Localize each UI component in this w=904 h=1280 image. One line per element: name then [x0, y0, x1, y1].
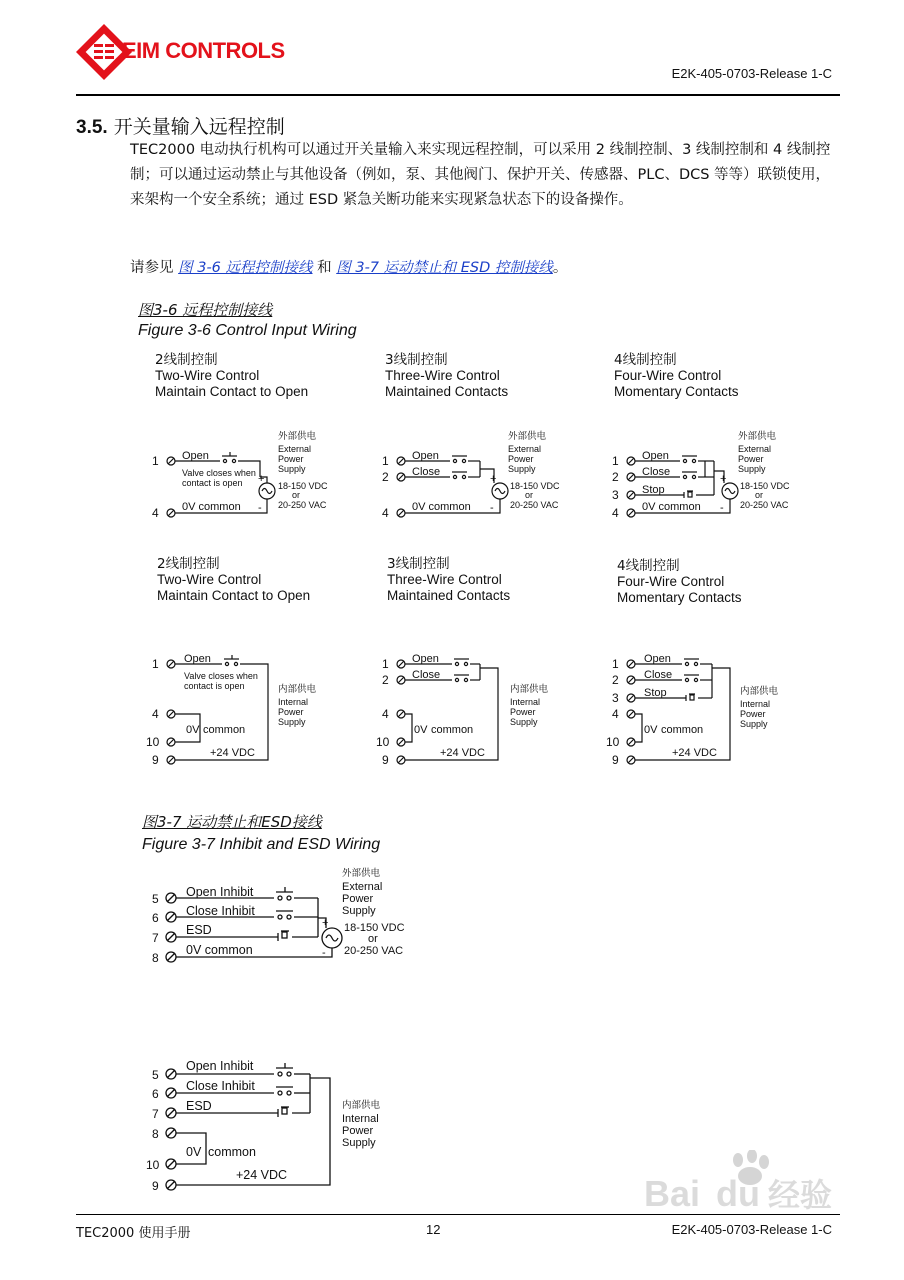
diagram-4wire-external: [610, 425, 820, 525]
voltage-dc: 18-150 VDC: [344, 922, 405, 934]
terminal-9: 9: [152, 753, 159, 767]
terminal-10: 10: [146, 1158, 160, 1172]
terminal-2: 2: [612, 470, 619, 484]
plus-sign: +: [490, 473, 497, 485]
title-en-1: Two-Wire Control: [155, 368, 260, 383]
int-power-3: Supply: [342, 1137, 376, 1149]
zero-v-label: 0V: [186, 724, 200, 736]
title-en-1: Four-Wire Control: [617, 574, 725, 589]
stop-label: Stop: [642, 484, 665, 496]
close-label: Close: [644, 669, 673, 681]
common-label: common: [208, 1145, 256, 1159]
title-en-2: Maintained Contacts: [387, 588, 511, 603]
open-label: Open: [644, 653, 671, 665]
int-power-2: Power: [342, 1125, 374, 1137]
diagram-4wire-internal: [606, 648, 820, 768]
esd-label: ESD: [186, 923, 212, 937]
ext-power-2: Power: [342, 893, 374, 905]
ext-power-3: Supply: [508, 464, 536, 474]
diagram-title-3wire-ext: [385, 352, 508, 400]
title-en-2: Maintain Contact to Open: [155, 384, 309, 399]
close-label: Close: [412, 466, 441, 478]
title-en-2: Maintain Contact to Open: [157, 588, 311, 603]
title-cn: 3线制控制: [387, 556, 450, 572]
plus24-label: +24 VDC: [210, 747, 255, 759]
voltage-dc: 18-150 VDC: [740, 481, 790, 491]
zero-v-common-label: 0V common: [642, 501, 701, 513]
plus-sign: +: [258, 473, 265, 485]
close-label: Close: [412, 669, 441, 681]
esd-label: ESD: [186, 1099, 212, 1113]
terminal-4: 4: [152, 707, 159, 721]
int-power-3: Supply: [740, 719, 768, 729]
terminal-1: 1: [382, 657, 389, 671]
int-power-2: Power: [510, 707, 536, 717]
figure-3-7-caption-en: Figure 3-7 Inhibit and ESD Wiring: [142, 836, 381, 853]
section-title-text: 开关量输入远程控制: [113, 116, 285, 138]
terminal-9: 9: [152, 1179, 159, 1193]
title-en-1: Two-Wire Control: [157, 572, 262, 587]
zero-v-label: 0V: [644, 724, 658, 736]
footer-divider: [76, 1214, 840, 1215]
figure-3-6-caption-en: Figure 3-6 Control Input Wiring: [138, 322, 357, 339]
title-cn: 3线制控制: [385, 352, 448, 368]
ext-power-cn: 外部供电: [342, 868, 381, 879]
minus-sign: -: [720, 502, 724, 514]
terminal-6: 6: [152, 911, 159, 925]
intro-paragraph: TEC2000 电动执行机构可以通过开关量输入来实现远程控制，可以采用 2 线制控制、3 线制控制和 4 线制控制；可以通过运动禁止与其他设备（例如，泵、其他阀门、保护开关、传感器、PLC、DCS 等等）联锁使用，来架构一个安全系统；通过 ESD 紧急关断功能来实现紧急状态下的设备操作。: [130, 142, 831, 208]
terminal-5: 5: [152, 1068, 159, 1082]
ext-power-2: Power: [508, 454, 534, 464]
terminal-2: 2: [382, 470, 389, 484]
common-label: common: [661, 724, 704, 736]
diagram-title-2wire-ext: [155, 352, 308, 400]
watermark-text-3: 经验: [768, 1176, 833, 1214]
zero-v-common-label: 0V common: [412, 501, 471, 513]
ext-power-cn: 外部供电: [278, 431, 317, 442]
terminal-2: 2: [382, 673, 389, 687]
int-power-1: Internal: [278, 697, 309, 707]
title-en-1: Four-Wire Control: [614, 368, 722, 383]
diagram-2wire-internal: [146, 648, 350, 768]
voltage-or: or: [368, 933, 378, 945]
ext-power-2: Power: [278, 454, 304, 464]
ext-power-cn: 外部供电: [738, 431, 777, 442]
zero-v-label: 0V: [186, 1145, 202, 1159]
watermark-text-1: Bai: [644, 1173, 701, 1214]
int-power-cn: 内部供电: [740, 686, 779, 697]
terminal-10: 10: [376, 735, 390, 749]
terminal-10: 10: [606, 735, 620, 749]
int-power-cn: 内部供电: [278, 684, 317, 695]
title-en-1: Three-Wire Control: [385, 368, 500, 383]
voltage-dc: 18-150 VDC: [510, 481, 560, 491]
voltage-or: or: [755, 490, 764, 500]
voltage-ac: 20-250 VAC: [740, 500, 789, 510]
zero-v-common-label: 0V common: [186, 943, 253, 957]
ext-power-3: Supply: [342, 905, 376, 917]
open-label: Open: [412, 450, 439, 462]
figure-3-7-caption-cn: 图3-7 运动禁止和ESD接线: [142, 813, 322, 831]
title-en-1: Three-Wire Control: [387, 572, 502, 587]
diagram-3wire-external: [380, 425, 590, 525]
terminal-1: 1: [612, 454, 619, 468]
title-en-2: Momentary Contacts: [617, 590, 742, 605]
int-power-2: Power: [740, 709, 766, 719]
plus24-label: +24 VDC: [236, 1168, 288, 1182]
ext-power-1: External: [508, 444, 542, 454]
terminal-3: 3: [612, 488, 619, 502]
terminal-4: 4: [382, 707, 389, 721]
terminal-7: 7: [152, 931, 159, 945]
terminal-4: 4: [612, 707, 619, 721]
voltage-or: or: [292, 490, 301, 500]
terminal-1: 1: [612, 657, 619, 671]
voltage-or: or: [525, 490, 534, 500]
ext-power-1: External: [738, 444, 772, 454]
terminal-4: 4: [612, 506, 619, 520]
open-label: Open: [184, 653, 211, 665]
common-label: common: [431, 724, 474, 736]
see-also-line: [130, 256, 567, 277]
footer-document-id: E2K-405-0703-Release 1-C: [671, 1222, 832, 1237]
section-title: [76, 112, 285, 139]
terminal-4: 4: [152, 506, 159, 520]
minus-sign: -: [322, 947, 326, 959]
terminal-5: 5: [152, 892, 159, 906]
link-figure-3-7[interactable]: 图 3-7 运动禁止和 ESD 控制接线: [336, 260, 553, 276]
ext-power-1: External: [342, 881, 383, 893]
plus24-label: +24 VDC: [672, 747, 717, 759]
terminal-1: 1: [152, 657, 159, 671]
brand-name: EIM CONTROLS: [122, 38, 285, 63]
terminal-9: 9: [612, 753, 619, 767]
title-en-2: Momentary Contacts: [614, 384, 739, 399]
terminal-1: 1: [152, 454, 159, 468]
baidu-watermark: [640, 1150, 860, 1220]
ext-power-2: Power: [738, 454, 764, 464]
close-label: Close: [642, 466, 671, 478]
see-end: 。: [552, 260, 568, 276]
diagram-inhibit-external: [150, 866, 420, 966]
figure-3-6-caption-cn: 图3-6 远程控制接线: [138, 301, 273, 319]
ext-power-3: Supply: [278, 464, 306, 474]
diagram-inhibit-internal: [146, 1052, 420, 1193]
int-power-3: Supply: [278, 717, 306, 727]
int-power-1: Internal: [342, 1113, 379, 1125]
document-id: E2K-405-0703-Release 1-C: [671, 66, 832, 81]
voltage-ac: 20-250 VAC: [510, 500, 559, 510]
close-inhibit-label: Close Inhibit: [186, 1079, 255, 1093]
title-cn: 2线制控制: [155, 352, 218, 368]
int-power-3: Supply: [510, 717, 538, 727]
link-figure-3-6[interactable]: 图 3-6 远程控制接线: [178, 260, 313, 276]
int-power-cn: 内部供电: [342, 1100, 381, 1111]
diagram-title-2wire-int: [157, 556, 310, 604]
int-power-2: Power: [278, 707, 304, 717]
stop-label: Stop: [644, 687, 667, 699]
close-inhibit-label: Close Inhibit: [186, 904, 255, 918]
plus24-label: +24 VDC: [440, 747, 485, 759]
terminal-9: 9: [382, 753, 389, 767]
watermark-text-2: du: [716, 1173, 760, 1214]
open-label: Open: [642, 450, 669, 462]
terminal-8: 8: [152, 951, 159, 965]
title-cn: 4线制控制: [614, 352, 677, 368]
diagram-title-4wire-int: [617, 558, 742, 606]
valve-note-2: contact is open: [184, 681, 245, 691]
minus-sign: -: [258, 502, 262, 514]
valve-note-1: Valve closes when: [184, 671, 258, 681]
diagram-title-3wire-int: [387, 556, 510, 604]
title-cn: 2线制控制: [157, 556, 220, 572]
voltage-ac: 20-250 VAC: [278, 500, 327, 510]
terminal-1: 1: [382, 454, 389, 468]
zero-v-label: 0V: [414, 724, 428, 736]
open-label: Open: [182, 450, 209, 462]
int-power-1: Internal: [510, 697, 541, 707]
valve-note-2: contact is open: [182, 478, 243, 488]
minus-sign: -: [490, 502, 494, 514]
ext-power-1: External: [278, 444, 312, 454]
open-inhibit-label: Open Inhibit: [186, 1059, 254, 1073]
terminal-10: 10: [146, 735, 160, 749]
title-en-2: Maintained Contacts: [385, 384, 509, 399]
header-divider: [76, 94, 840, 96]
plus-sign: +: [322, 917, 329, 929]
terminal-3: 3: [612, 691, 619, 705]
zero-v-common-label: 0V common: [182, 501, 241, 513]
see-and: 和: [317, 260, 332, 276]
diagram-3wire-internal: [376, 648, 590, 768]
section-number: 3.5.: [76, 117, 108, 138]
terminal-7: 7: [152, 1107, 159, 1121]
ext-power-3: Supply: [738, 464, 766, 474]
voltage-dc: 18-150 VDC: [278, 481, 328, 491]
plus-sign: +: [720, 473, 727, 485]
see-prefix: 请参见: [130, 260, 174, 276]
diagram-2wire-external: [150, 425, 350, 525]
terminal-4: 4: [382, 506, 389, 520]
int-power-1: Internal: [740, 699, 771, 709]
ext-power-cn: 外部供电: [508, 431, 547, 442]
terminal-6: 6: [152, 1087, 159, 1101]
terminal-8: 8: [152, 1127, 159, 1141]
title-cn: 4线制控制: [617, 558, 680, 574]
valve-note-1: Valve closes when: [182, 468, 256, 478]
open-label: Open: [412, 653, 439, 665]
open-inhibit-label: Open Inhibit: [186, 885, 254, 899]
voltage-ac: 20-250 VAC: [344, 945, 404, 957]
terminal-2: 2: [612, 673, 619, 687]
common-label: common: [203, 724, 246, 736]
int-power-cn: 内部供电: [510, 684, 549, 695]
page-number: 12: [426, 1222, 441, 1237]
footer-manual-title: TEC2000 使用手册: [76, 1226, 191, 1241]
diagram-title-4wire-ext: [614, 352, 739, 400]
